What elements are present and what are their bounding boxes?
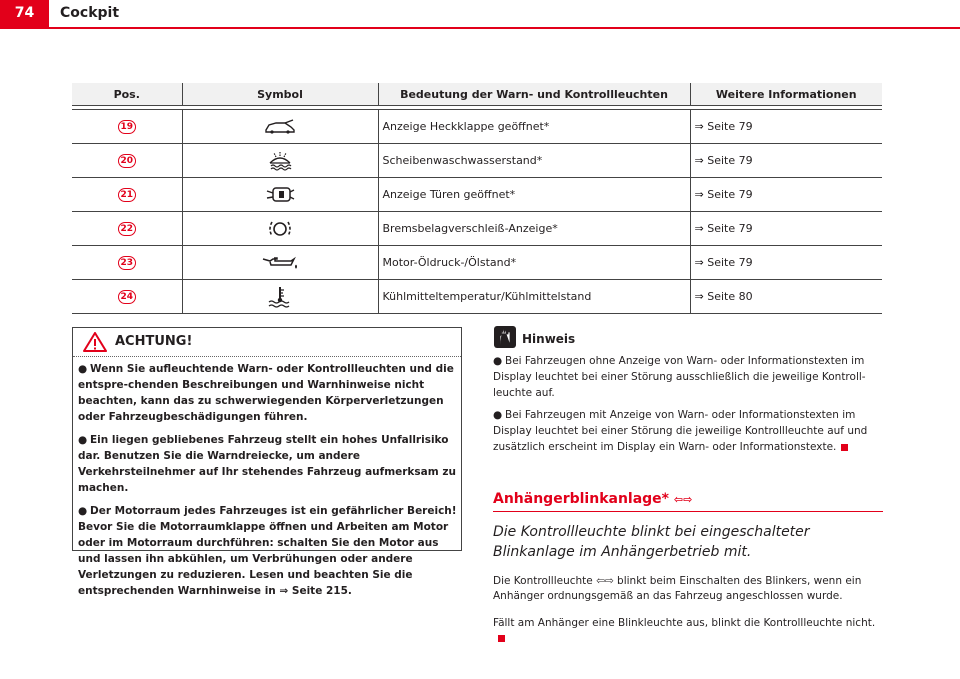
position-badge: 24 [118, 290, 136, 304]
col-header-pos: Pos. [72, 83, 182, 106]
warning-item: ● Ein liegen gebliebenes Fahrzeug stellt ein hohes Unfallrisiko dar. Benutzen Sie die Warndreiecke, um andere Verkehrsteilnehmer auf Ihr stehendes Fahrzeug aufmerksam zu machen. [78, 434, 456, 494]
position-badge: 21 [118, 188, 136, 202]
section-paragraph: Fällt am Anhänger eine Blinkleuchte aus, blinkt die Kontrollleuchte nicht. [493, 616, 883, 646]
page-link[interactable]: Seite 79 [707, 256, 753, 269]
table-row [72, 178, 882, 212]
info-cell: ⇒ Seite 79 [690, 246, 882, 280]
warning-item: ● Der Motorraum jedes Fahrzeuges ist ein gefährlicher Bereich! Bevor Sie die Motorraumklappe öffnen und Arbeiten am Motor oder im Motorraum durchführen: schalten Sie den Motor aus und lassen ihn abkühlen, um Verbrühungen oder andere Verletzungen zu reduzieren. Lesen und beachten Sie die entsprechenden Warnhinweise in ⇒ Seite 215. [78, 505, 457, 597]
table-row [72, 212, 882, 246]
page-link[interactable]: Seite 79 [707, 188, 753, 201]
note-item: ● Bei Fahrzeugen mit Anzeige von Warn- oder Informationstexten im Display leuchtet bei einer Störung die jeweilige Kontrollleuchte auf und zusätzlich erscheint im Display ein Warn- oder Informationstexte. [493, 409, 868, 453]
col-header-symbol: Symbol [182, 83, 378, 106]
brake-pad-wear-icon [267, 222, 293, 235]
note-item: ● Bei Fahrzeugen ohne Anzeige von Warn- oder Informationstexten im Display leuchtet bei einer Störung ausschließlich die jeweilige Kontroll-leuchte auf. [493, 355, 866, 399]
position-badge: 19 [118, 120, 136, 134]
page-link[interactable]: Seite 79 [707, 154, 753, 167]
end-marker [841, 444, 848, 451]
meaning-cell: Anzeige Heckklappe geöffnet* [378, 110, 690, 144]
meaning-cell: Motor-Öldruck-/Ölstand* [378, 246, 690, 280]
page-link[interactable]: Seite 79 [707, 222, 753, 235]
meaning-cell: Anzeige Türen geöffnet* [378, 178, 690, 212]
table-row [72, 280, 882, 314]
page-number: 74 [0, 0, 49, 27]
page-link[interactable]: Seite 79 [707, 120, 753, 133]
position-badge: 22 [118, 222, 136, 236]
trailer-indicator-section [493, 491, 883, 646]
note-box [493, 325, 883, 461]
warning-item: ● Wenn Sie aufleuchtende Warn- oder Kontrollleuchten und die entspre-chenden Beschreibungen und Warnhinweise nicht beachten, kann das zu schwerwiegenden Körperverletzungen oder Fahrzeugbeschädigungen führen. [78, 363, 454, 423]
coolant-temperature-icon [267, 290, 293, 303]
page-link[interactable]: Seite 80 [707, 290, 753, 303]
page-header [0, 0, 960, 30]
header-rule [0, 27, 960, 29]
info-cell: ⇒ Seite 79 [690, 144, 882, 178]
chapter-title: Cockpit [60, 5, 120, 21]
note-hand-icon [493, 325, 517, 353]
page-link[interactable]: Seite 215. [291, 585, 352, 597]
turn-signal-icon: ⇦⇨ [596, 575, 614, 587]
position-badge: 20 [118, 154, 136, 168]
washer-fluid-icon [267, 154, 293, 167]
table-row [72, 144, 882, 178]
info-cell: ⇒ Seite 79 [690, 212, 882, 246]
warning-triangle-icon [83, 332, 107, 356]
col-header-meaning: Bedeutung der Warn- und Kontrollleuchten [378, 83, 690, 106]
section-title: Anhängerblinkanlage* ⇦⇨ [493, 491, 883, 512]
section-paragraph: Die Kontrollleuchte ⇦⇨ blinkt beim Einschalten des Blinkers, wenn ein Anhänger ordnungsgemäß an das Fahrzeug angeschlossen wurde. [493, 575, 862, 602]
tailgate-open-icon [263, 120, 297, 133]
info-cell: ⇒ Seite 79 [690, 178, 882, 212]
info-cell: ⇒ Seite 79 [690, 110, 882, 144]
meaning-cell: Kühlmitteltemperatur/Kühlmittelstand [378, 280, 690, 314]
warning-header [73, 328, 461, 357]
end-marker [498, 635, 505, 642]
warning-title: ACHTUNG! [115, 334, 193, 349]
meaning-cell: Scheibenwaschwasserstand* [378, 144, 690, 178]
warning-lights-table [72, 83, 882, 314]
turn-signal-icon: ⇦⇨ [673, 493, 693, 506]
position-badge: 23 [118, 256, 136, 270]
section-subtitle: Die Kontrollleuchte blinkt bei eingeschalteter Blinkanlage im Anhängerbetrieb mit. [493, 524, 810, 560]
col-header-info: Weitere Informationen [690, 83, 882, 106]
table-header-row [72, 83, 882, 106]
door-open-icon [265, 188, 295, 201]
warning-box [72, 327, 462, 597]
table-row [72, 110, 882, 144]
info-cell: ⇒ Seite 80 [690, 280, 882, 314]
oil-pressure-icon [261, 256, 299, 269]
table-row [72, 246, 882, 280]
note-title: Hinweis [522, 332, 576, 346]
meaning-cell: Bremsbelagverschleiß-Anzeige* [378, 212, 690, 246]
